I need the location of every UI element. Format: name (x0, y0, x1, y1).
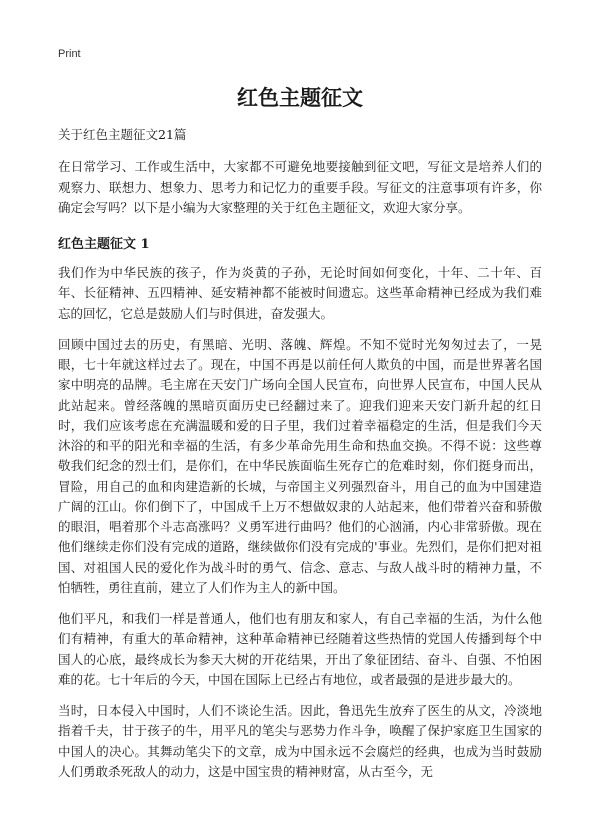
section-heading: 红色主题征文 1 (58, 237, 150, 253)
body-paragraph-1: 我们作为中华民族的孩子，作为炎黄的子孙，无论时间如何变化，十年、二十年、百年、长征精神、五四精神、延安精神都不能被时间遗忘。这些革命精神已经成为我们难忘的回忆，它总是鼓励人们与时俱进，奋发强大。 (58, 265, 542, 321)
body-paragraph-4: 当时，日本侵入中国时，人们不谈论生活。因此，鲁迅先生放弃了医生的从文，冷淡地指着千夫，甘于孩子的牛，用平凡的笔尖与恶势力作斗争，唤醒了保护家庭卫生国家的中国人的决心。其舞动笔尖下的文章，成为中国永远不会腐烂的经典，也成为当时鼓励人们勇敢杀死敌人的动力，这是中国宝贵的精神财富，从古至今，无 (58, 703, 542, 779)
intro-paragraph: 在日常学习、工作或生活中，大家都不可避免地要接触到征文吧，写征文是培养人们的观察力、联想力、想象力、思考力和记忆力的重要手段。写征文的注意事项有许多，你确定会写吗？以下是小编为大家整理的关于红色主题征文，欢迎大家分享。 (58, 159, 542, 215)
print-link[interactable]: Print (58, 48, 81, 60)
document-subtitle: 关于红色主题征文21篇 (58, 127, 187, 143)
body-paragraph-2: 回顾中国过去的历史，有黑暗、光明、落魄、辉煌。不知不觉时光匆匆过去了，一晃眼，七十年就这样过去了。现在，中国不再是以前任何人欺负的中国，而是世界著名国家中明亮的品牌。毛主席在天安门广场向全国人民宣布，向世界人民宣布，中国人民从此站起来。曾经落魄的黑暗页面历史已经翻过来了。迎我们迎来天安门新升起的红日时，我们应该考虑在充满温暖和爱的日子里，我们过着幸福稳定的生活，但是我们今天沐浴的和平的阳光和幸福的生活，有多少革命先用生命和热血交换。不得不说：这些尊敬我们纪念的烈士们，是你们，在中华民族面临生死存亡的危难时刻，你们挺身而出，冒险，用自己的血和肉建造新的长城，与帝国主义列强烈奋斗，用自己的血为中国建造广阔的江山。你们倒下了，中国成千上万不想做奴隶的人站起来，他们带着兴奋和骄傲的眼泪，唱着那个斗志高涨吗？义勇军进行曲吗？他们的心汹涌，内心非常骄傲。现在他们继续走你们没有完成的道路，继续做你们没有完成的'事业。先烈们，是你们把对祖国、对祖国人民的爱化作为战斗时的勇气、信念、意志、与敌人战斗时的精神力量，不怕牺牲，勇往直前，建立了人们作为主人的新中国。 (58, 336, 542, 595)
document-title: 红色主题征文 (237, 85, 363, 110)
body-paragraph-3: 他们平凡，和我们一样是普通人，他们也有朋友和家人，有自己幸福的生活，为什么他们有精神，有重大的革命精神，这种革命精神已经随着这些热情的党国人传播到每个中国人的心底，最终成长为参天大树的开花结果，开出了象征团结、奋斗、自强、不怕困难的花。七十年后的今天，中国在国际上已经占有地位，或者最强的是进步最大的。 (58, 611, 542, 687)
